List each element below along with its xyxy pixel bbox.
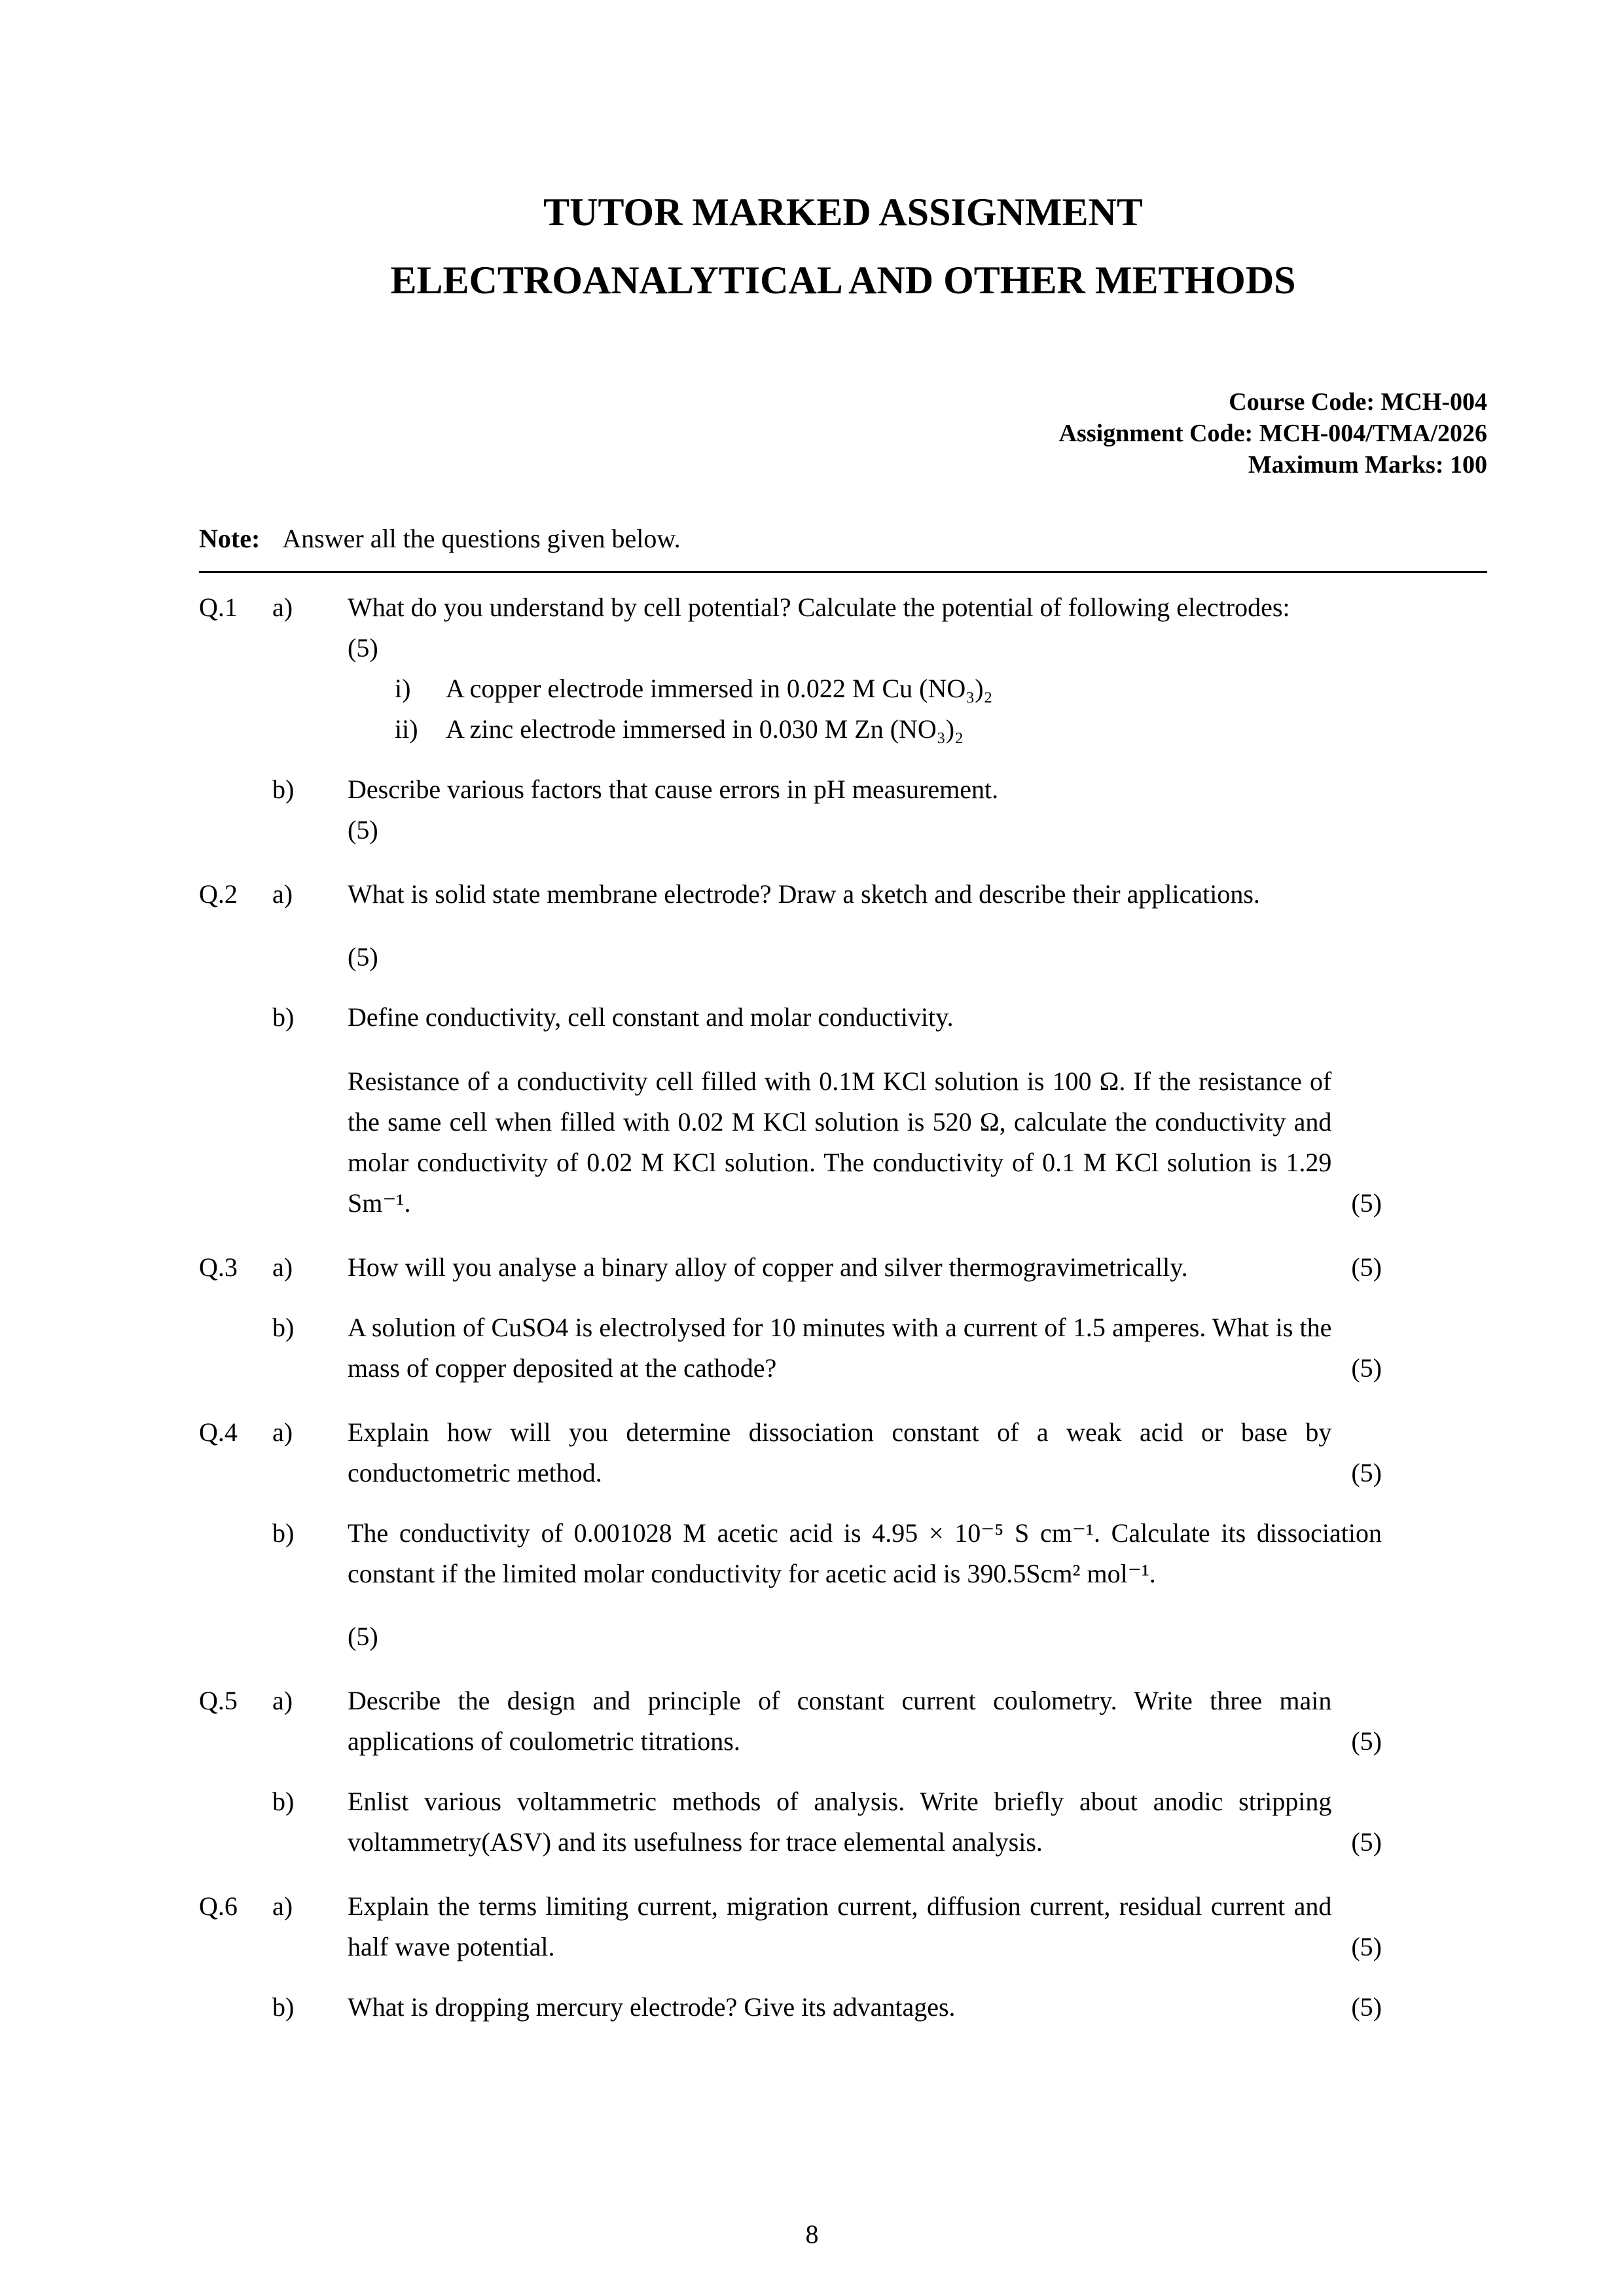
question-part-b: [272, 769, 1487, 850]
part-content: [348, 1987, 1382, 2028]
marks-label: (5): [1351, 1827, 1382, 1857]
question-body: [272, 587, 1487, 850]
note-row: [199, 519, 1487, 573]
question-part-b: [272, 997, 1487, 1224]
marks-label: (5): [1351, 1458, 1382, 1487]
part-paragraph: [348, 1061, 1382, 1224]
part-content: [348, 1412, 1382, 1493]
marks-label: (5): [348, 1622, 378, 1651]
question-body: [272, 1681, 1487, 1863]
question-part-b: [272, 1307, 1487, 1389]
part-text: Describe the design and principle of constant current coulometry. Write three main applications of coulometric titrations.: [348, 1686, 1332, 1756]
part-content: [348, 1247, 1382, 1288]
question-6: [199, 1886, 1487, 2028]
part-paragraph: [348, 1987, 1382, 2028]
part-text: Explain the terms limiting current, migration current, diffusion current, residual current and half wave potential.: [348, 1891, 1332, 1961]
page-title: TUTOR MARKED ASSIGNMENT: [543, 191, 1143, 234]
question-5: [199, 1681, 1487, 1863]
part-letter: b): [272, 1313, 295, 1342]
part-letter: b): [272, 1518, 295, 1548]
part-text: Explain how will you determine dissociation constant of a weak acid or base by conductometric method.: [348, 1417, 1332, 1487]
marks-label: (5): [1351, 1992, 1382, 2022]
subitem-text: A copper electrode immersed in 0.022 M Cu (NO₃)₂: [446, 674, 993, 703]
subitem-i: [395, 668, 1382, 709]
subitem-label: i): [395, 674, 411, 703]
course-info-block: [199, 386, 1487, 481]
question-2: [199, 874, 1487, 1224]
question-number: Q.4: [199, 1417, 238, 1447]
part-text: A solution of CuSO4 is electrolysed for 10 minutes with a current of 1.5 amperes. What is the mass of copper deposited at the cathode?: [348, 1313, 1332, 1383]
part-paragraph: [348, 1247, 1382, 1288]
question-number: Q.3: [199, 1252, 238, 1282]
part-paragraph: [348, 1886, 1382, 1967]
part-paragraph: [348, 1781, 1382, 1863]
part-text: Enlist various voltammetric methods of analysis. Write briefly about anodic stripping voltammetry(ASV) and its usefulness for trace elemental analysis.: [348, 1787, 1332, 1857]
question-part-a: [272, 587, 1487, 750]
part-text: What is solid state membrane electrode? Draw a sketch and describe their applications.: [348, 879, 1260, 909]
marks-label: (5): [348, 633, 378, 663]
part-paragraph: [348, 1681, 1382, 1762]
part-content: [348, 769, 1382, 850]
question-body: [272, 1886, 1487, 2028]
part-text: What is dropping mercury electrode? Give its advantages.: [348, 1992, 956, 2022]
question-4: [199, 1412, 1487, 1657]
part-letter: b): [272, 774, 295, 804]
questions-list: [199, 587, 1487, 2028]
part-letter: a): [272, 1252, 293, 1282]
part-letter: b): [272, 1992, 295, 2022]
part-paragraph: [348, 1412, 1382, 1493]
marks-label: (5): [1351, 1252, 1382, 1282]
question-1: [199, 587, 1487, 850]
part-text: Define conductivity, cell constant and molar conductivity.: [348, 1002, 954, 1032]
part-content: [348, 587, 1382, 750]
question-part-b: [272, 1781, 1487, 1863]
part-paragraph: [348, 1307, 1382, 1389]
question-number: Q.5: [199, 1686, 238, 1715]
marks-label: (5): [348, 942, 378, 972]
subitem-text: A zinc electrode immersed in 0.030 M Zn (NO₃)₂: [446, 714, 964, 744]
note-label: Note:: [199, 524, 261, 553]
part-text: Describe various factors that cause errors in pH measurement.: [348, 774, 999, 804]
assignment-code: Assignment Code: MCH-004/TMA/2026: [1058, 420, 1487, 447]
question-body: [272, 1247, 1487, 1389]
page-number: 8: [805, 2219, 819, 2249]
part-content: [348, 1307, 1382, 1389]
question-body: [272, 874, 1487, 1224]
marks-label: (5): [1351, 1353, 1382, 1383]
part-letter: a): [272, 1417, 293, 1447]
part-letter: a): [272, 592, 293, 622]
part-text: Resistance of a conductivity cell filled with 0.1M KCl solution is 100 Ω. If the resistance of the same cell when filled with 0.02 M KCl solution is 520 Ω, calculate the conductivity and molar conductivity of 0.02 M KCl solution. The conductivity of 0.1 M KCl solution is 1.29 Sm⁻¹.: [348, 1066, 1332, 1218]
question-part-a: [272, 1412, 1487, 1493]
part-content: [348, 874, 1382, 977]
question-number: Q.2: [199, 879, 238, 909]
question-number: Q.1: [199, 592, 238, 622]
question-part-a: [272, 1247, 1487, 1288]
part-content: [348, 1513, 1382, 1657]
subitem-ii: [395, 709, 1382, 750]
question-number: Q.6: [199, 1891, 238, 1921]
question-part-a: [272, 1886, 1487, 1967]
part-content: [348, 1781, 1382, 1863]
marks-label: (5): [1351, 1188, 1382, 1218]
maximum-marks: Maximum Marks: 100: [1248, 451, 1487, 479]
question-part-a: [272, 874, 1487, 977]
marks-label: (5): [1351, 1726, 1382, 1756]
question-part-a: [272, 1681, 1487, 1762]
page-subtitle: ELECTROANALYTICAL AND OTHER METHODS: [390, 259, 1296, 302]
part-letter: a): [272, 1686, 293, 1715]
part-text: The conductivity of 0.001028 M acetic acid is 4.95 × 10⁻⁵ S cm⁻¹. Calculate its dissociation constant if the limited molar conductivity for acetic acid is 390.5Scm² mol⁻¹.: [348, 1518, 1382, 1588]
marks-label: (5): [1351, 1932, 1382, 1961]
part-letter: a): [272, 879, 293, 909]
part-text: What do you understand by cell potential? Calculate the potential of following electrodes:: [348, 592, 1290, 622]
part-content: [348, 1886, 1382, 1967]
part-content: [348, 1681, 1382, 1762]
question-part-b: [272, 1987, 1487, 2028]
part-letter: a): [272, 1891, 293, 1921]
part-text: How will you analyse a binary alloy of copper and silver thermogravimetrically.: [348, 1252, 1188, 1282]
course-code: Course Code: MCH-004: [1229, 388, 1487, 416]
marks-label: (5): [348, 815, 378, 845]
question-body: [272, 1412, 1487, 1657]
part-content: [348, 997, 1382, 1224]
part-letter: b): [272, 1787, 295, 1816]
part-letter: b): [272, 1002, 295, 1032]
note-text: Answer all the questions given below.: [282, 524, 681, 553]
question-part-b: [272, 1513, 1487, 1657]
subitem-label: ii): [395, 714, 418, 744]
question-3: [199, 1247, 1487, 1389]
